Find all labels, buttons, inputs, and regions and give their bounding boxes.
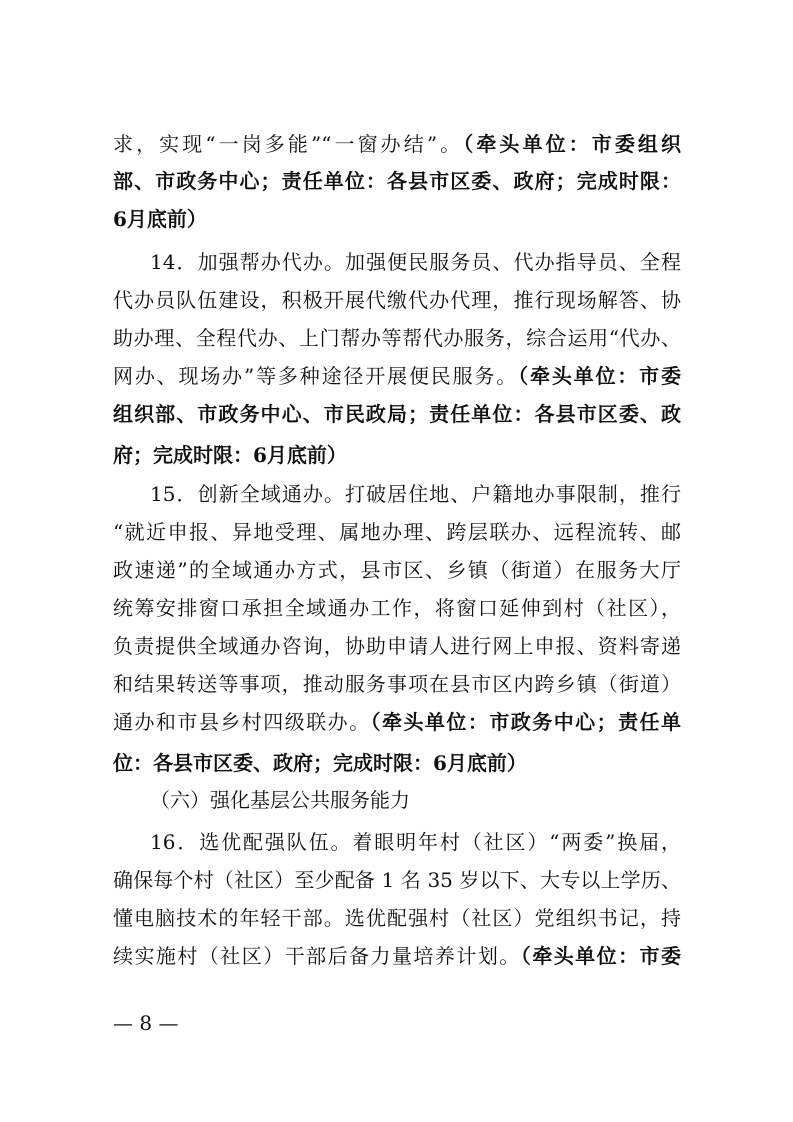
text-line: 6月底前） bbox=[113, 207, 207, 231]
text-line: 统筹安排窗口承担全域通办工作，将窗口延伸到村（社区）， bbox=[113, 596, 681, 620]
text-line: 续实施村（社区）干部后备力量培养计划。（牵头单位：市委 bbox=[113, 944, 682, 968]
text-line: 网办、现场办”等多种途径开展便民服务。（牵头单位：市委 bbox=[113, 364, 682, 388]
text-line: “就近申报、异地受理、属地办理、跨层联办、远程流转、邮 bbox=[113, 520, 681, 544]
text-line: 和结果转送等事项，推动服务事项在县市区内跨乡镇（街道） bbox=[113, 672, 681, 696]
text-line: 部、市政务中心；责任单位：各县市区委、政府；完成时限： bbox=[113, 169, 681, 193]
text-line: 代办员队伍建设，积极开展代缴代办代理，推行现场解答、协 bbox=[113, 288, 681, 312]
page-number: — 8 — bbox=[113, 1011, 179, 1035]
text-line: 政速递”的全域通办方式，县市区、乡镇（街道）在服务大厅 bbox=[113, 558, 681, 582]
text-line: 懂电脑技术的年轻干部。选优配强村（社区）党组织书记，持 bbox=[113, 906, 681, 930]
paragraph-15-first-line: 15．创新全域通办。打破居住地、户籍地办事限制，推行 bbox=[150, 482, 681, 506]
text-line: 负责提供全域通办咨询，协助申请人进行网上申报、资料寄递 bbox=[113, 634, 681, 658]
text-line: 通办和市县乡村四级联办。（牵头单位：市政务中心；责任单 bbox=[113, 710, 682, 734]
text-line: 位：各县市区委、政府；完成时限：6月底前） bbox=[113, 751, 527, 775]
paragraph-14-first-line: 14．加强帮办代办。加强便民服务员、代办指导员、全程 bbox=[150, 250, 681, 274]
text-line: 助办理、全程代办、上门帮办等帮代办服务，综合运用“代办、 bbox=[113, 326, 681, 350]
text-line: 确保每个村（社区）至少配备 1 名 35 岁以下、大专以上学历、 bbox=[113, 868, 681, 892]
text-line: 府；完成时限：6月底前） bbox=[113, 443, 347, 467]
text-line: 求，实现“一岗多能”“一窗办结”。（牵头单位：市委组织 bbox=[113, 132, 682, 156]
text-line: 组织部、市政务中心、市民政局；责任单位：各县市区委、政 bbox=[113, 402, 681, 426]
paragraph-16-first-line: 16．选优配强队伍。着眼明年村（社区）“两委”换届， bbox=[150, 830, 681, 854]
section-heading: （六）强化基层公共服务能力 bbox=[150, 788, 410, 812]
